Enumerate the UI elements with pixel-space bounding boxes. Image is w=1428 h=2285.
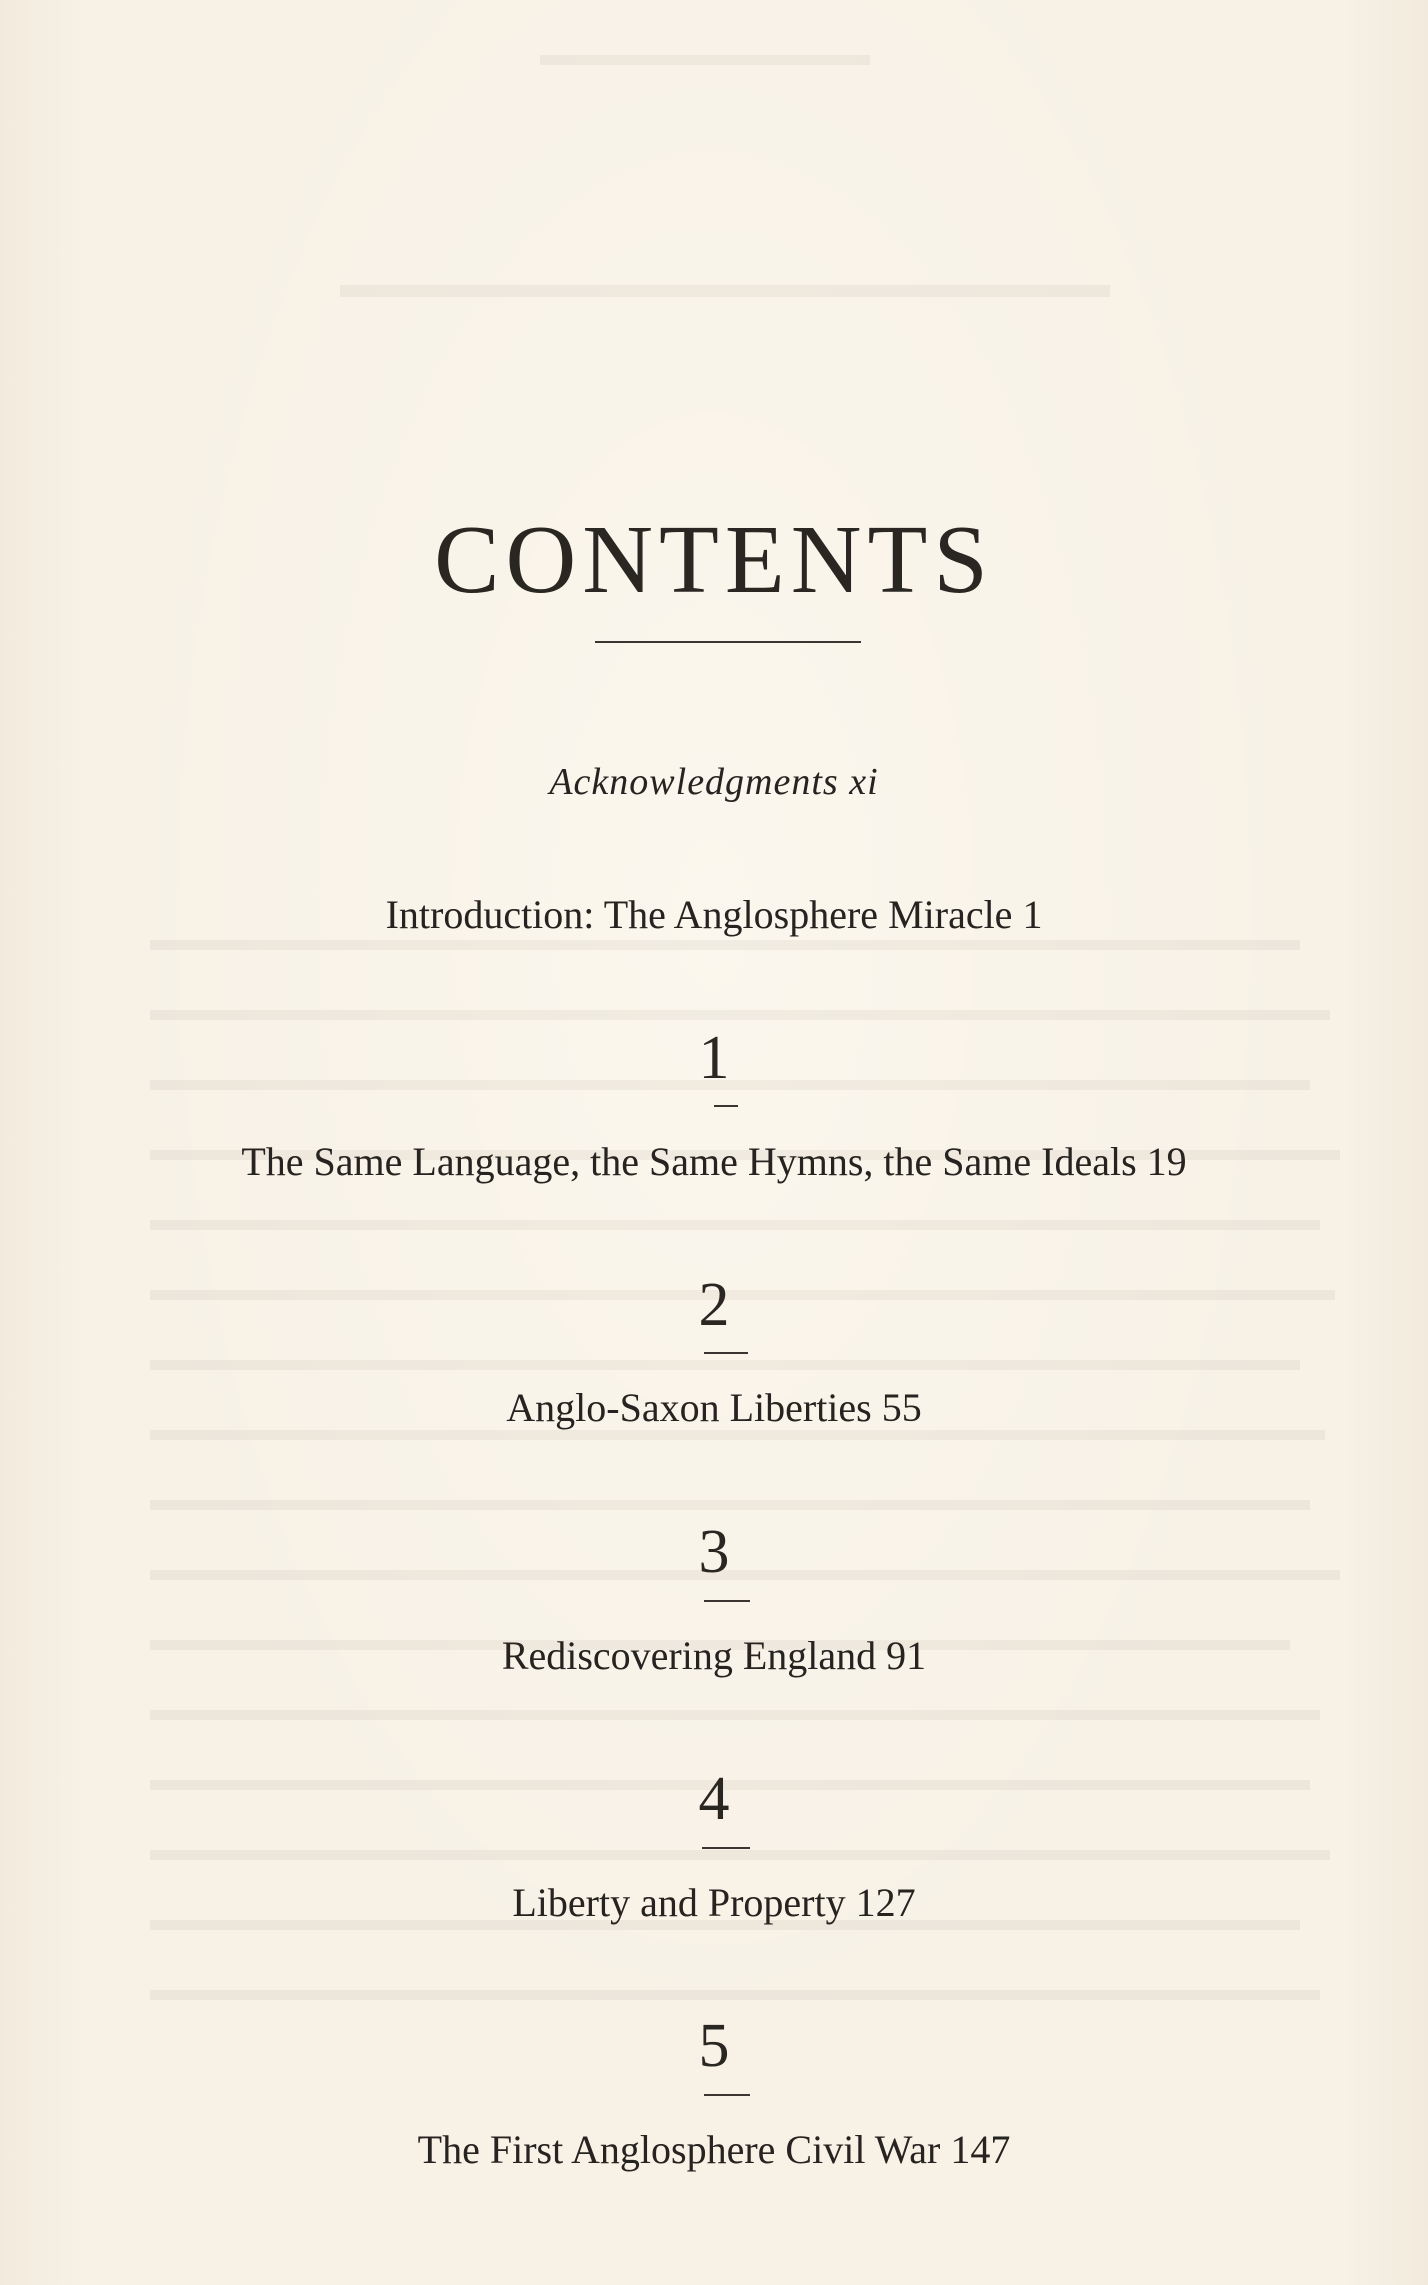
toc-entry-chapter-2: Anglo-Saxon Liberties 55 xyxy=(506,1385,922,1430)
title-divider xyxy=(595,641,861,643)
chapter-number-divider xyxy=(704,1600,750,1602)
toc-entry-acknowledgments: Acknowledgments xi xyxy=(549,761,879,803)
chapter-number-1: 1 xyxy=(698,1024,730,1092)
chapter-number-divider xyxy=(714,1105,738,1107)
toc-entry-chapter-3: Rediscovering England 91 xyxy=(501,1633,927,1678)
chapter-number-divider xyxy=(704,2094,750,2096)
chapter-number-divider xyxy=(704,1352,748,1354)
chapter-number-2: 2 xyxy=(698,1271,730,1339)
toc-entry-chapter-5: The First Anglosphere Civil War 147 xyxy=(417,2127,1011,2172)
toc-entry-introduction: Introduction: The Anglosphere Miracle 1 xyxy=(385,892,1043,937)
toc-entry-chapter-4: Liberty and Property 127 xyxy=(512,1880,916,1925)
page-title: CONTENTS xyxy=(434,506,994,614)
chapter-number-3: 3 xyxy=(698,1518,730,1586)
chapter-number-5: 5 xyxy=(698,2012,730,2080)
toc-entry-chapter-1: The Same Language, the Same Hymns, the Same Ideals 19 xyxy=(241,1139,1187,1184)
chapter-number-4: 4 xyxy=(698,1765,730,1833)
chapter-number-divider xyxy=(702,1847,750,1849)
